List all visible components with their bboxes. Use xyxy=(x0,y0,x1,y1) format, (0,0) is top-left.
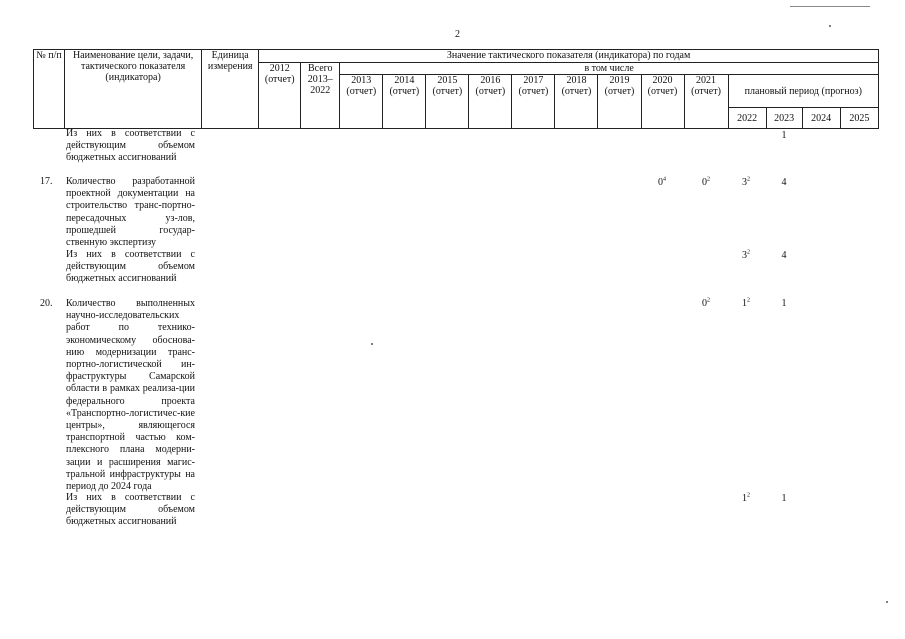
col-2024-header: 2024 xyxy=(802,108,840,129)
report-label: (отчет) xyxy=(691,86,721,97)
col-total-range: 2013–2022 xyxy=(307,74,333,96)
value-main: 0 xyxy=(702,298,707,309)
value-2022 xyxy=(735,250,757,261)
value-2023: 4 xyxy=(781,177,787,188)
year-label: 2015 xyxy=(437,75,458,86)
report-label: (отчет) xyxy=(518,86,549,97)
planned-period-header: плановый период (прогноз) xyxy=(728,75,878,108)
col-total-label: Всего xyxy=(308,63,333,74)
footnote-mark: 2 xyxy=(747,492,750,499)
value-main: 1 xyxy=(742,298,747,309)
col-2014-header xyxy=(383,75,426,129)
year-label: 2019 xyxy=(609,75,630,86)
year-label: 2016 xyxy=(480,75,501,86)
value-main: 0 xyxy=(702,177,707,188)
footnote-mark: 4 xyxy=(663,176,666,183)
report-label: (отчет) xyxy=(604,86,635,97)
col-2021-header xyxy=(684,75,728,129)
col-2020-header xyxy=(641,75,684,129)
col-name-header: Наименование цели, задачи, тактического показателя (индикатора) xyxy=(65,50,202,129)
row-subitem-name: Из них в соответствии с действующим объемом бюджетных ассигнований xyxy=(66,249,195,285)
value-2023: 4 xyxy=(781,250,787,261)
col-2019-header xyxy=(598,75,641,129)
row-indicator-name: Количество разработанной проектной документации на строительство транс-портно-пересадочных уз-лов, прошедшей государ-ственную экспертизу xyxy=(66,176,195,249)
col-2025-header: 2025 xyxy=(840,108,878,129)
footnote-mark: 2 xyxy=(707,297,710,304)
row-number: 17. xyxy=(40,176,53,187)
year-label: 2014 xyxy=(394,75,415,86)
value-2023: 1 xyxy=(781,493,787,504)
year-label: 2017 xyxy=(523,75,544,86)
col-2018-header xyxy=(555,75,598,129)
report-label: (отчет) xyxy=(432,86,463,97)
year-label: 2018 xyxy=(566,75,587,86)
value-2021 xyxy=(695,177,717,188)
scan-speck xyxy=(371,343,373,345)
scan-speck xyxy=(886,601,888,603)
scan-speck xyxy=(829,25,831,27)
col-2015-header xyxy=(426,75,469,129)
col-2022-header: 2022 xyxy=(728,108,766,129)
col-values-header: Значение тактического показателя (индикатора) по годам xyxy=(259,50,879,63)
report-label: (отчет) xyxy=(475,86,506,97)
footnote-mark: 2 xyxy=(747,297,750,304)
col-total-header xyxy=(301,63,340,129)
value-main: 0 xyxy=(658,177,663,188)
row-number: 20. xyxy=(40,298,53,309)
row-subitem-name: Из них в соответствии с действующим объемом бюджетных ассигнований xyxy=(66,128,195,164)
value-2023: 1 xyxy=(781,130,787,141)
row-indicator-name: Количество выполненных научно-исследовательских работ по технико-экономическому обоснова-нию модернизации транс-портно-логистической ин-фраструктуры Самарской области в рамках реализа-ции федерального проекта «Транспортно-логистичес-кие центры», являющегося транспортной частью ком-плексного плана модерни-зации и расширения магис-тральной инфраструктуры на период до 2024 года xyxy=(66,298,195,493)
report-label: (отчет) xyxy=(346,86,377,97)
year-label: 2021 xyxy=(696,75,717,86)
col-2017-header xyxy=(512,75,555,129)
col-2023-header: 2023 xyxy=(766,108,802,129)
footnote-mark: 2 xyxy=(747,176,750,183)
indicator-table-header xyxy=(33,49,879,129)
value-main: 3 xyxy=(742,250,747,261)
value-2022 xyxy=(735,298,757,309)
col-2016-header xyxy=(469,75,512,129)
footnote-mark: 2 xyxy=(707,176,710,183)
year-label: 2013 xyxy=(351,75,372,86)
value-2021 xyxy=(695,298,717,309)
value-main: 3 xyxy=(742,177,747,188)
value-2020 xyxy=(651,177,673,188)
col-unit-header: Единица измерения xyxy=(202,50,259,129)
page-number: 2 xyxy=(455,29,460,40)
year-label: 2020 xyxy=(652,75,673,86)
value-2023: 1 xyxy=(781,298,787,309)
report-label: (отчет) xyxy=(561,86,592,97)
report-label: (отчет) xyxy=(647,86,678,97)
col-2012-sub: (отчет) xyxy=(264,74,295,85)
top-rule xyxy=(790,6,870,7)
col-2012-year: 2012 xyxy=(269,63,290,74)
col-2012-header xyxy=(259,63,301,129)
col-num-header: № п/п xyxy=(34,50,65,129)
footnote-mark: 2 xyxy=(747,249,750,256)
report-label: (отчет) xyxy=(389,86,420,97)
value-2022 xyxy=(735,493,757,504)
col-2013-header xyxy=(340,75,383,129)
value-2022 xyxy=(735,177,757,188)
in-that-number-header: в том числе xyxy=(340,63,879,75)
value-main: 1 xyxy=(742,493,747,504)
row-subitem-name: Из них в соответствии с действующим объемом бюджетных ассигнований xyxy=(66,492,195,528)
